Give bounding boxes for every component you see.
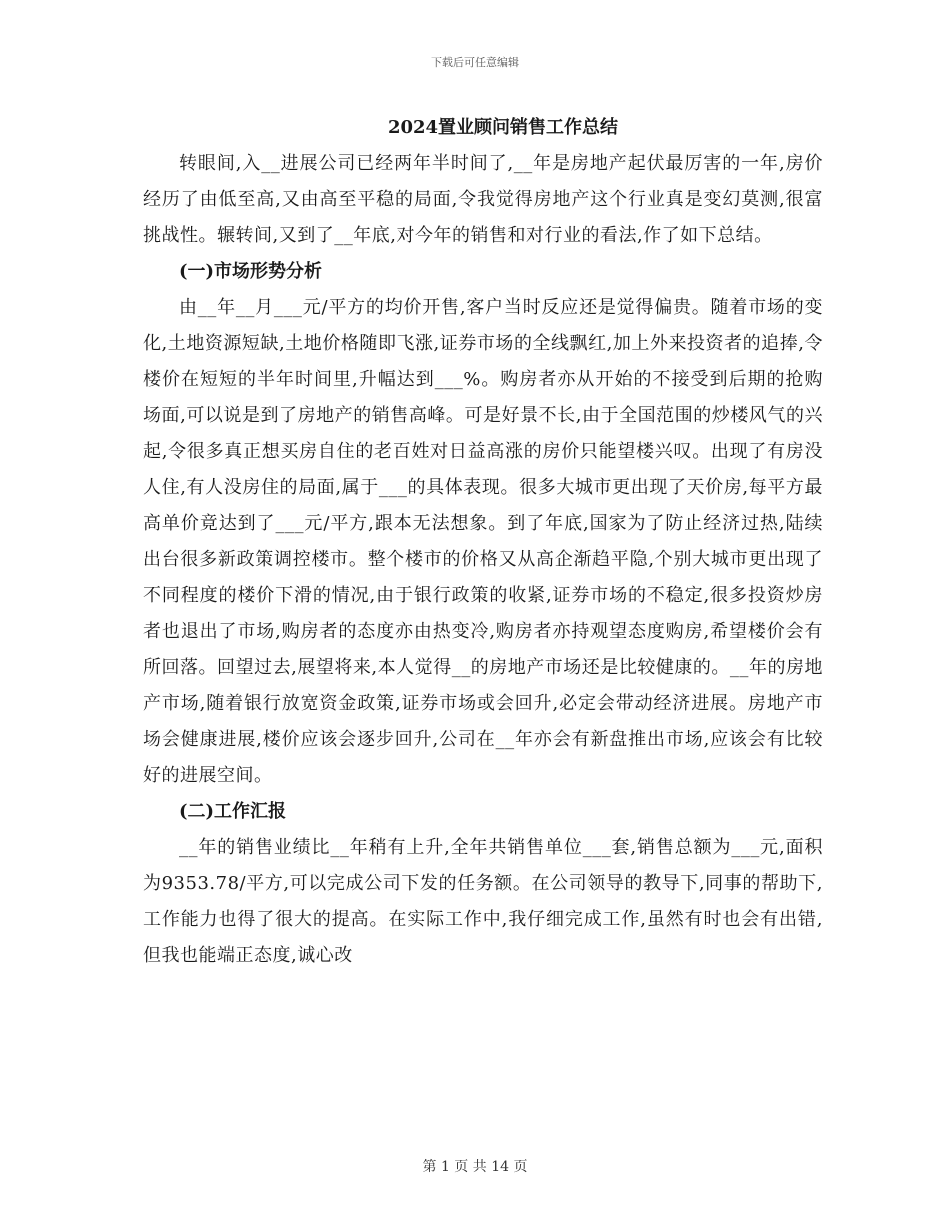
document-title: 2024置业顾问销售工作总结 — [387, 117, 619, 138]
page-header-note: 下载后可任意编辑 — [431, 56, 519, 69]
page-number-footer: 第 1 页 共 14 页 — [422, 1159, 528, 1175]
section-heading-market-analysis: (一)市场形势分析 — [179, 261, 323, 282]
document-body — [143, 110, 823, 974]
intro-paragraph: 转眼间,入__进展公司已经两年半时间了,__年是房地产起伏最厉害的一年,房价经历了由低至高,又由高至平稳的局面,令我觉得房地产这个行业真是变幻莫测,很富挑战性。辗转间,又到了__年底,对今年的销售和对行业的看法,作了如下总结。 — [143, 153, 823, 246]
section-heading-work-report: (二)工作汇报 — [179, 801, 287, 822]
market-analysis-paragraph: 由__年__月___元/平方的均价开售,客户当时反应还是觉得偏贵。随着市场的变化,土地资源短缺,土地价格随即飞涨,证券市场的全线飘红,加上外来投资者的追捧,令楼价在短短的半年时间里,升幅达到___%。购房者亦从开始的不接受到后期的抢购场面,可以说是到了房地产的销售高峰。可是好景不长,由于全国范围的炒楼风气的兴起,令很多真正想买房自住的老百姓对日益高涨的房价只能望楼兴叹。出现了有房没人住,有人没房住的局面,属于___的具体表现。很多大城市更出现了天价房,每平方最高单价竟达到了___元/平方,跟本无法想象。到了年底,国家为了防止经济过热,陆续出台很多新政策调控楼市。整个楼市的价格又从高企渐趋平隐,个别大城市更出现了不同程度的楼价下滑的情况,由于银行政策的收紧,证券市场的不稳定,很多投资炒房者也退出了市场,购房者的态度亦由热变冷,购房者亦持观望态度购房,希望楼价会有所回落。回望过去,展望将来,本人觉得__的房地产市场还是比较健康的。__年的房地产市场,随着银行放宽资金政策,证券市场或会回升,必定会带动经济进展。房地产市场会健康进展,楼价应该会逐步回升,公司在__年亦会有新盘推出市场,应该会有比较好的进展空间。 — [143, 297, 823, 786]
work-report-paragraph: __年的销售业绩比__年稍有上升,全年共销售单位___套,销售总额为___元,面积为9353.78/平方,可以完成公司下发的任务额。在公司领导的教导下,同事的帮助下,工作能力也得了很大的提高。在实际工作中,我仔细完成工作,虽然有时也会有出错,但我也能端正态度,诚心改 — [143, 837, 823, 966]
